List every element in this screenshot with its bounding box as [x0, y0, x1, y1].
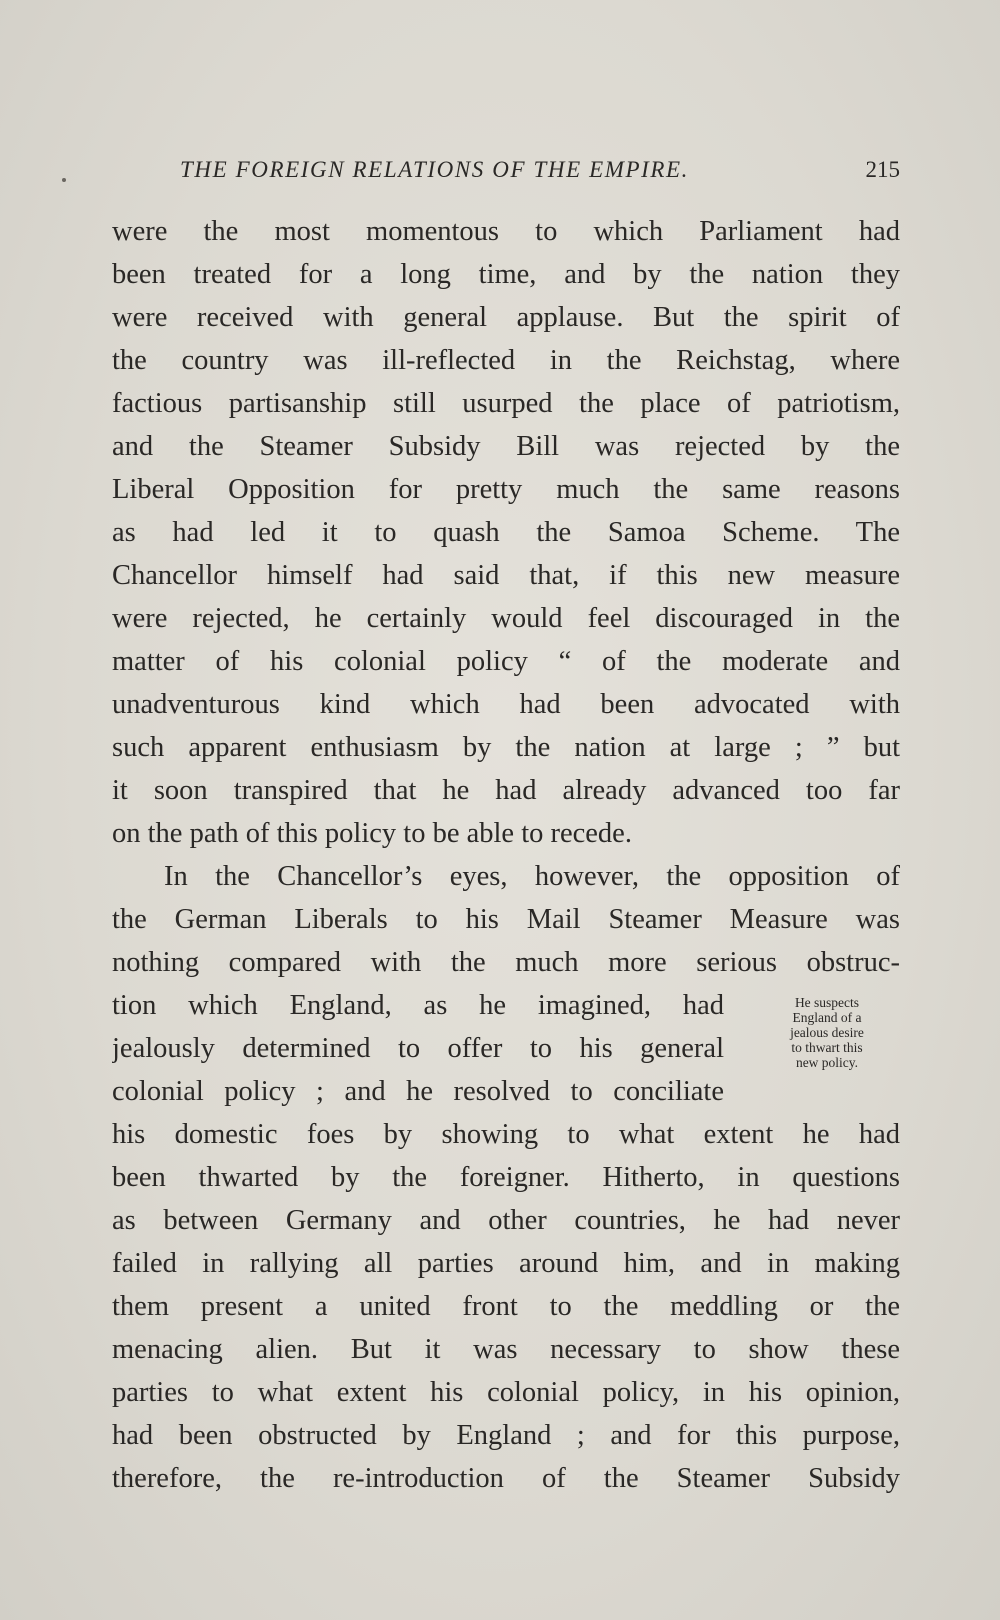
sidenote-line: to thwart this — [791, 1040, 863, 1055]
text-line: them present a united front to the meddling or the — [112, 1291, 900, 1322]
body-text — [112, 210, 900, 1500]
text-line: were received with general applause. But the spirit of — [112, 302, 900, 333]
text-line: as had led it to quash the Samoa Scheme. The — [112, 517, 900, 548]
page-number: 215 — [865, 157, 900, 182]
text-line-paragraph-start: In the Chancellor’s eyes, however, the opposition of — [164, 861, 900, 892]
text-line: unadventurous kind which had been advocated with — [112, 689, 900, 720]
sidenote-line: He suspects — [794, 995, 860, 1010]
text-line: nothing compared with the much more serious obstruc- — [112, 947, 900, 978]
text-line: been thwarted by the foreigner. Hitherto, in questions — [112, 1162, 900, 1193]
sidenote-line: England of a — [792, 1010, 862, 1025]
margin-sidenote — [757, 995, 897, 1070]
running-head: THE FOREIGN RELATIONS OF THE EMPIRE. — [180, 157, 690, 182]
text-line: been treated for a long time, and by the nation they — [112, 259, 900, 290]
text-line: matter of his colonial policy “ of the moderate and — [112, 646, 900, 677]
text-line: therefore, the re-introduction of the Steamer Subsidy — [112, 1463, 900, 1494]
text-line: the country was ill-reflected in the Reichstag, where — [112, 345, 900, 376]
text-line: tion which England, as he imagined, had — [112, 990, 724, 1021]
text-line: were the most momentous to which Parliament had — [112, 216, 900, 247]
text-line: failed in rallying all parties around him, and in making — [112, 1248, 900, 1279]
text-line: colonial policy ; and he resolved to conciliate — [112, 1076, 724, 1107]
text-line: his domestic foes by showing to what extent he had — [112, 1119, 900, 1150]
text-line: such apparent enthusiasm by the nation at large ; ” but — [112, 732, 900, 763]
text-line: factious partisanship still usurped the place of patriotism, — [112, 388, 900, 419]
sidenote-line: jealous desire — [790, 1025, 864, 1040]
text-line: Liberal Opposition for pretty much the same reasons — [112, 474, 900, 505]
text-line: were rejected, he certainly would feel discouraged in the — [112, 603, 900, 634]
text-line: as between Germany and other countries, he had never — [112, 1205, 900, 1236]
text-line: the German Liberals to his Mail Steamer Measure was — [112, 904, 900, 935]
text-line: it soon transpired that he had already advanced too far — [112, 775, 900, 806]
text-line: Chancellor himself had said that, if this new measure — [112, 560, 900, 591]
page-header — [112, 150, 900, 190]
sidenote-line: new policy. — [795, 1055, 859, 1070]
text-line: jealously determined to offer to his general — [112, 1033, 724, 1064]
page-speck — [62, 178, 66, 182]
text-line-paragraph-end: on the path of this policy to be able to recede. — [112, 818, 632, 849]
text-line: parties to what extent his colonial policy, in his opinion, — [112, 1377, 900, 1408]
text-line: menacing alien. But it was necessary to show these — [112, 1334, 900, 1365]
text-line: had been obstructed by England ; and for this purpose, — [112, 1420, 900, 1451]
text-line: and the Steamer Subsidy Bill was rejected by the — [112, 431, 900, 462]
